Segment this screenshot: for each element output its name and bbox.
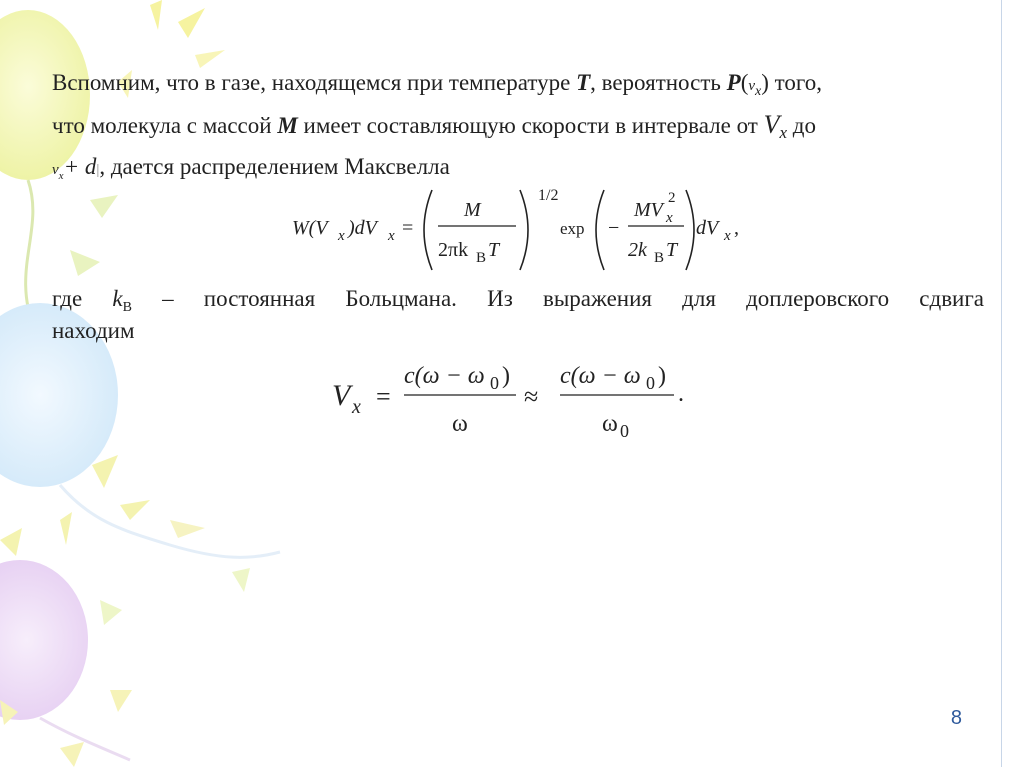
svg-text:MV (633, 199, 666, 221)
svg-text:W(V (292, 217, 330, 239)
text-span: + d (63, 154, 97, 179)
eq1-lhs: W(V (292, 217, 328, 239)
symbol-M: M (277, 113, 298, 138)
subscript-0: 0 (490, 373, 499, 393)
text-line (52, 62, 984, 104)
frac2-numerator: MV (634, 199, 663, 221)
superscript-2: 2 (668, 190, 676, 206)
subscript-B: B (654, 250, 665, 266)
frac1-denominator: ω (452, 411, 468, 437)
text-line (52, 278, 984, 320)
paragraph-maxwell-intro (52, 62, 984, 188)
svg-text:. (678, 381, 684, 407)
balloon-string (40, 718, 130, 760)
symbol-T: T (488, 239, 500, 261)
svg-text:dV (696, 217, 721, 239)
subscript-x: x (352, 396, 361, 418)
svg-text:, (734, 217, 739, 239)
text-span: до (787, 113, 816, 138)
svg-text:T (488, 239, 501, 261)
close-paren: ) (658, 363, 666, 389)
svg-text:≈ (524, 382, 538, 411)
text-span: имеет составляющую скорости в интервале от (297, 113, 764, 138)
svg-text:T (666, 239, 679, 261)
svg-text:x (337, 228, 345, 244)
text-span: – постоянная Больцмана. Из выражения для доплеровского сдвига (131, 286, 985, 311)
page-number: 8 (950, 707, 962, 729)
eq2-lhs: V (332, 379, 351, 412)
text-span: Вспомним, что в газе, находящемся при температуре (52, 70, 577, 95)
symbol-P: P (726, 70, 741, 95)
frac2-denominator: ω (602, 411, 618, 437)
text-span: ) того, (761, 70, 823, 95)
subscript-x: x (755, 84, 762, 99)
svg-text:c(ω − ω (560, 363, 641, 389)
exp-function: exp (560, 219, 585, 238)
text-span: ( (740, 70, 749, 95)
text-line: находим (52, 318, 135, 343)
symbol-k: k (112, 286, 123, 311)
fraction-2 (560, 363, 674, 441)
svg-text:2πk (438, 239, 468, 261)
svg-text:0 (620, 421, 629, 441)
svg-text:2k (628, 239, 648, 261)
frac1-numerator: M (464, 199, 481, 221)
subscript-x: x (58, 170, 64, 182)
subscript-x: x (338, 228, 345, 244)
svg-text:0 (490, 373, 499, 393)
svg-text:ω (602, 411, 618, 437)
svg-text:V (332, 379, 354, 412)
svg-text:B (654, 250, 664, 266)
svg-text:= (376, 382, 391, 411)
text-line (52, 104, 984, 146)
svg-text:0 (646, 373, 655, 393)
text-span: , вероятность (590, 70, 727, 95)
approx-sign: ≈ (524, 382, 539, 411)
text-span: что молекула с массой (52, 113, 278, 138)
frac1-denominator: 2πk (438, 239, 469, 261)
svg-text:c(ω − ω (404, 363, 485, 389)
svg-text:M (463, 199, 482, 221)
text-span: | (96, 162, 100, 178)
subscript-x: x (779, 123, 788, 142)
svg-text:− (608, 217, 619, 239)
subscript-x: x (388, 228, 395, 244)
svg-text:x (351, 396, 361, 418)
subscript-x: x (724, 228, 731, 244)
slide-edge-divider (1001, 0, 1002, 767)
svg-text:ω (452, 411, 468, 437)
paragraph-doppler (52, 278, 984, 352)
symbol-v: v (52, 162, 59, 178)
svg-text:x (665, 210, 673, 226)
svg-text:exp (560, 219, 585, 238)
close-paren: ) (502, 363, 510, 389)
symbol-v: v (748, 78, 756, 94)
symbol-V: V (763, 110, 780, 139)
subscript-0: 0 (646, 373, 655, 393)
svg-text:= (402, 217, 413, 239)
text-span: , дается распределением Максвелла (99, 154, 450, 179)
minus-sign: − (608, 217, 620, 239)
svg-text:1/2 (538, 187, 558, 204)
period: . (678, 381, 684, 407)
equation-maxwell (292, 186, 762, 276)
svg-text:x (723, 228, 731, 244)
svg-text:)dV (347, 217, 380, 239)
subscript-0: 0 (620, 421, 629, 441)
text-line (52, 146, 984, 188)
svg-text:x (387, 228, 395, 244)
eq1-tail: dV (696, 217, 719, 239)
balloon-purple (0, 560, 88, 720)
balloon-string (60, 485, 280, 557)
svg-text:) (658, 363, 666, 389)
subscript-B: B (122, 300, 132, 315)
svg-text:B (476, 250, 486, 266)
symbol-T: T (576, 70, 591, 95)
equals-sign: = (402, 217, 414, 239)
comma: , (734, 217, 739, 239)
subscript-x: x (666, 210, 673, 226)
svg-text:) (502, 363, 510, 389)
equals-sign: = (376, 382, 391, 411)
text-span: где (52, 286, 113, 311)
eq1-lhs-close: )dV (348, 217, 377, 239)
frac2-denominator: 2k (628, 239, 647, 261)
exponent-half: 1/2 (538, 187, 559, 204)
symbol-T: T (666, 239, 678, 261)
fraction-1 (404, 363, 516, 437)
frac2-numerator: c(ω − ω (560, 363, 641, 389)
svg-text:2 (668, 190, 676, 206)
equation-doppler (332, 355, 712, 445)
subscript-B: B (476, 250, 487, 266)
frac1-numerator: c(ω − ω (404, 363, 485, 389)
